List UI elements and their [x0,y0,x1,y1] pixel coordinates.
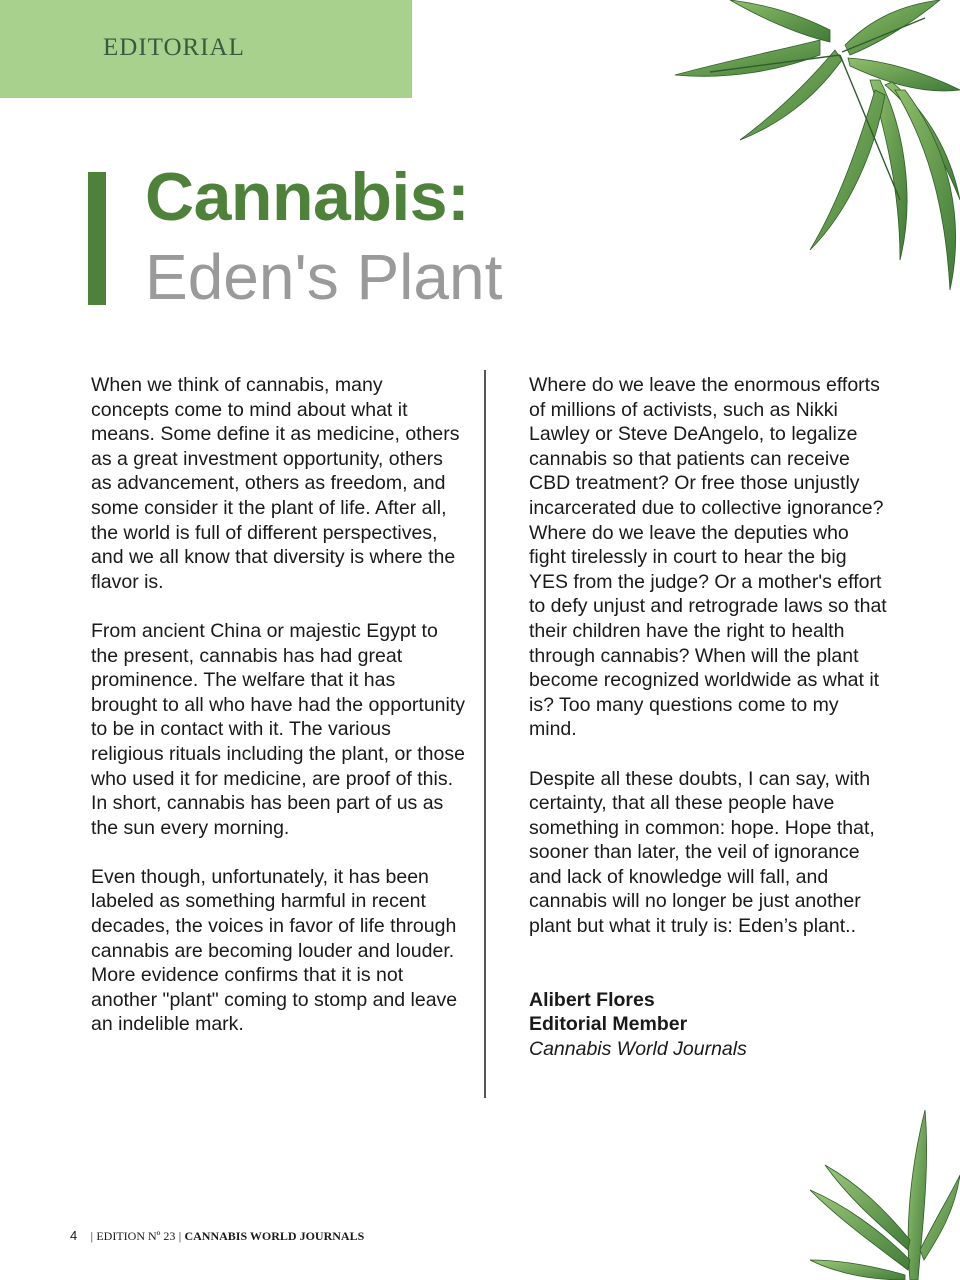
right-column [529,373,889,1061]
page-number: 4 [70,1228,78,1243]
footer-separator: | [90,1229,93,1243]
article-title: Cannabis: [145,159,470,235]
paragraph: Where do we leave the enormous efforts of millions of activists, such as Nikki Lawley or Steve DeAngelo, to legalize cannabis so that patients can receive CBD treatment? Or free those unjustly incarcerated due to collective ignorance? Where do we leave the deputies who fight tirelessly in court to hear the big YES from the judge? Or a mother's effort to defy unjust and retrograde laws so that their children have the right to health through cannabis? When will the plant become recognized worldwide as what it is? Too many questions come to my mind. [529,374,887,741]
author-organization: Cannabis World Journals [529,1037,747,1060]
cannabis-leaf-icon [670,0,960,300]
author-name: Alibert Flores [529,988,655,1011]
author-role: Editorial Member [529,1013,688,1036]
paragraph: When we think of cannabis, many concepts come to mind about what it means. Some define it as medicine, others as a great investment opportunity, others as advancement, others as freedom, and some consider it the plant of life. After all, the world is full of different perspectives, and we all know that diversity is where the flavor is. [91,374,460,593]
footer-separator: | [178,1229,182,1243]
paragraph: From ancient China or majestic Egypt to the present, cannabis has had great prominence. The welfare that it has brought to all who have had the opportunity to be in contact with it. The various religious rituals including the plant, or those who used it for medicine, are proof of this. In short, cannabis has been part of us as the sun every morning. [91,619,466,839]
section-tab [0,0,412,98]
cannabis-leaf-icon [810,1110,960,1280]
paragraph: Despite all these doubts, I can say, with certainty, that all these people have something in common: hope. Hope that, sooner than later, the veil of ignorance and lack of knowledge will fall, and cannabis will no longer be just another plant but what it truly is: Eden’s plant.. [529,767,875,938]
column-divider [484,370,486,1098]
journal-name: CANNABIS WORLD JOURNALS [184,1229,365,1243]
section-label: EDITORIAL [103,34,245,61]
paragraph: Even though, unfortunately, it has been labeled as something harmful in recent decades, the voices in favor of life through cannabis are becoming louder and louder. More evidence confirms that it is not another "plant" coming to stomp and leave an indelible mark. [91,865,458,1036]
edition-label: EDITION Nº 23 [96,1229,176,1243]
signature-block [529,988,889,1062]
title-accent-bar [88,172,106,305]
article-subtitle: Eden's Plant [145,241,503,313]
left-column [91,373,466,1062]
page-footer [70,1228,364,1244]
